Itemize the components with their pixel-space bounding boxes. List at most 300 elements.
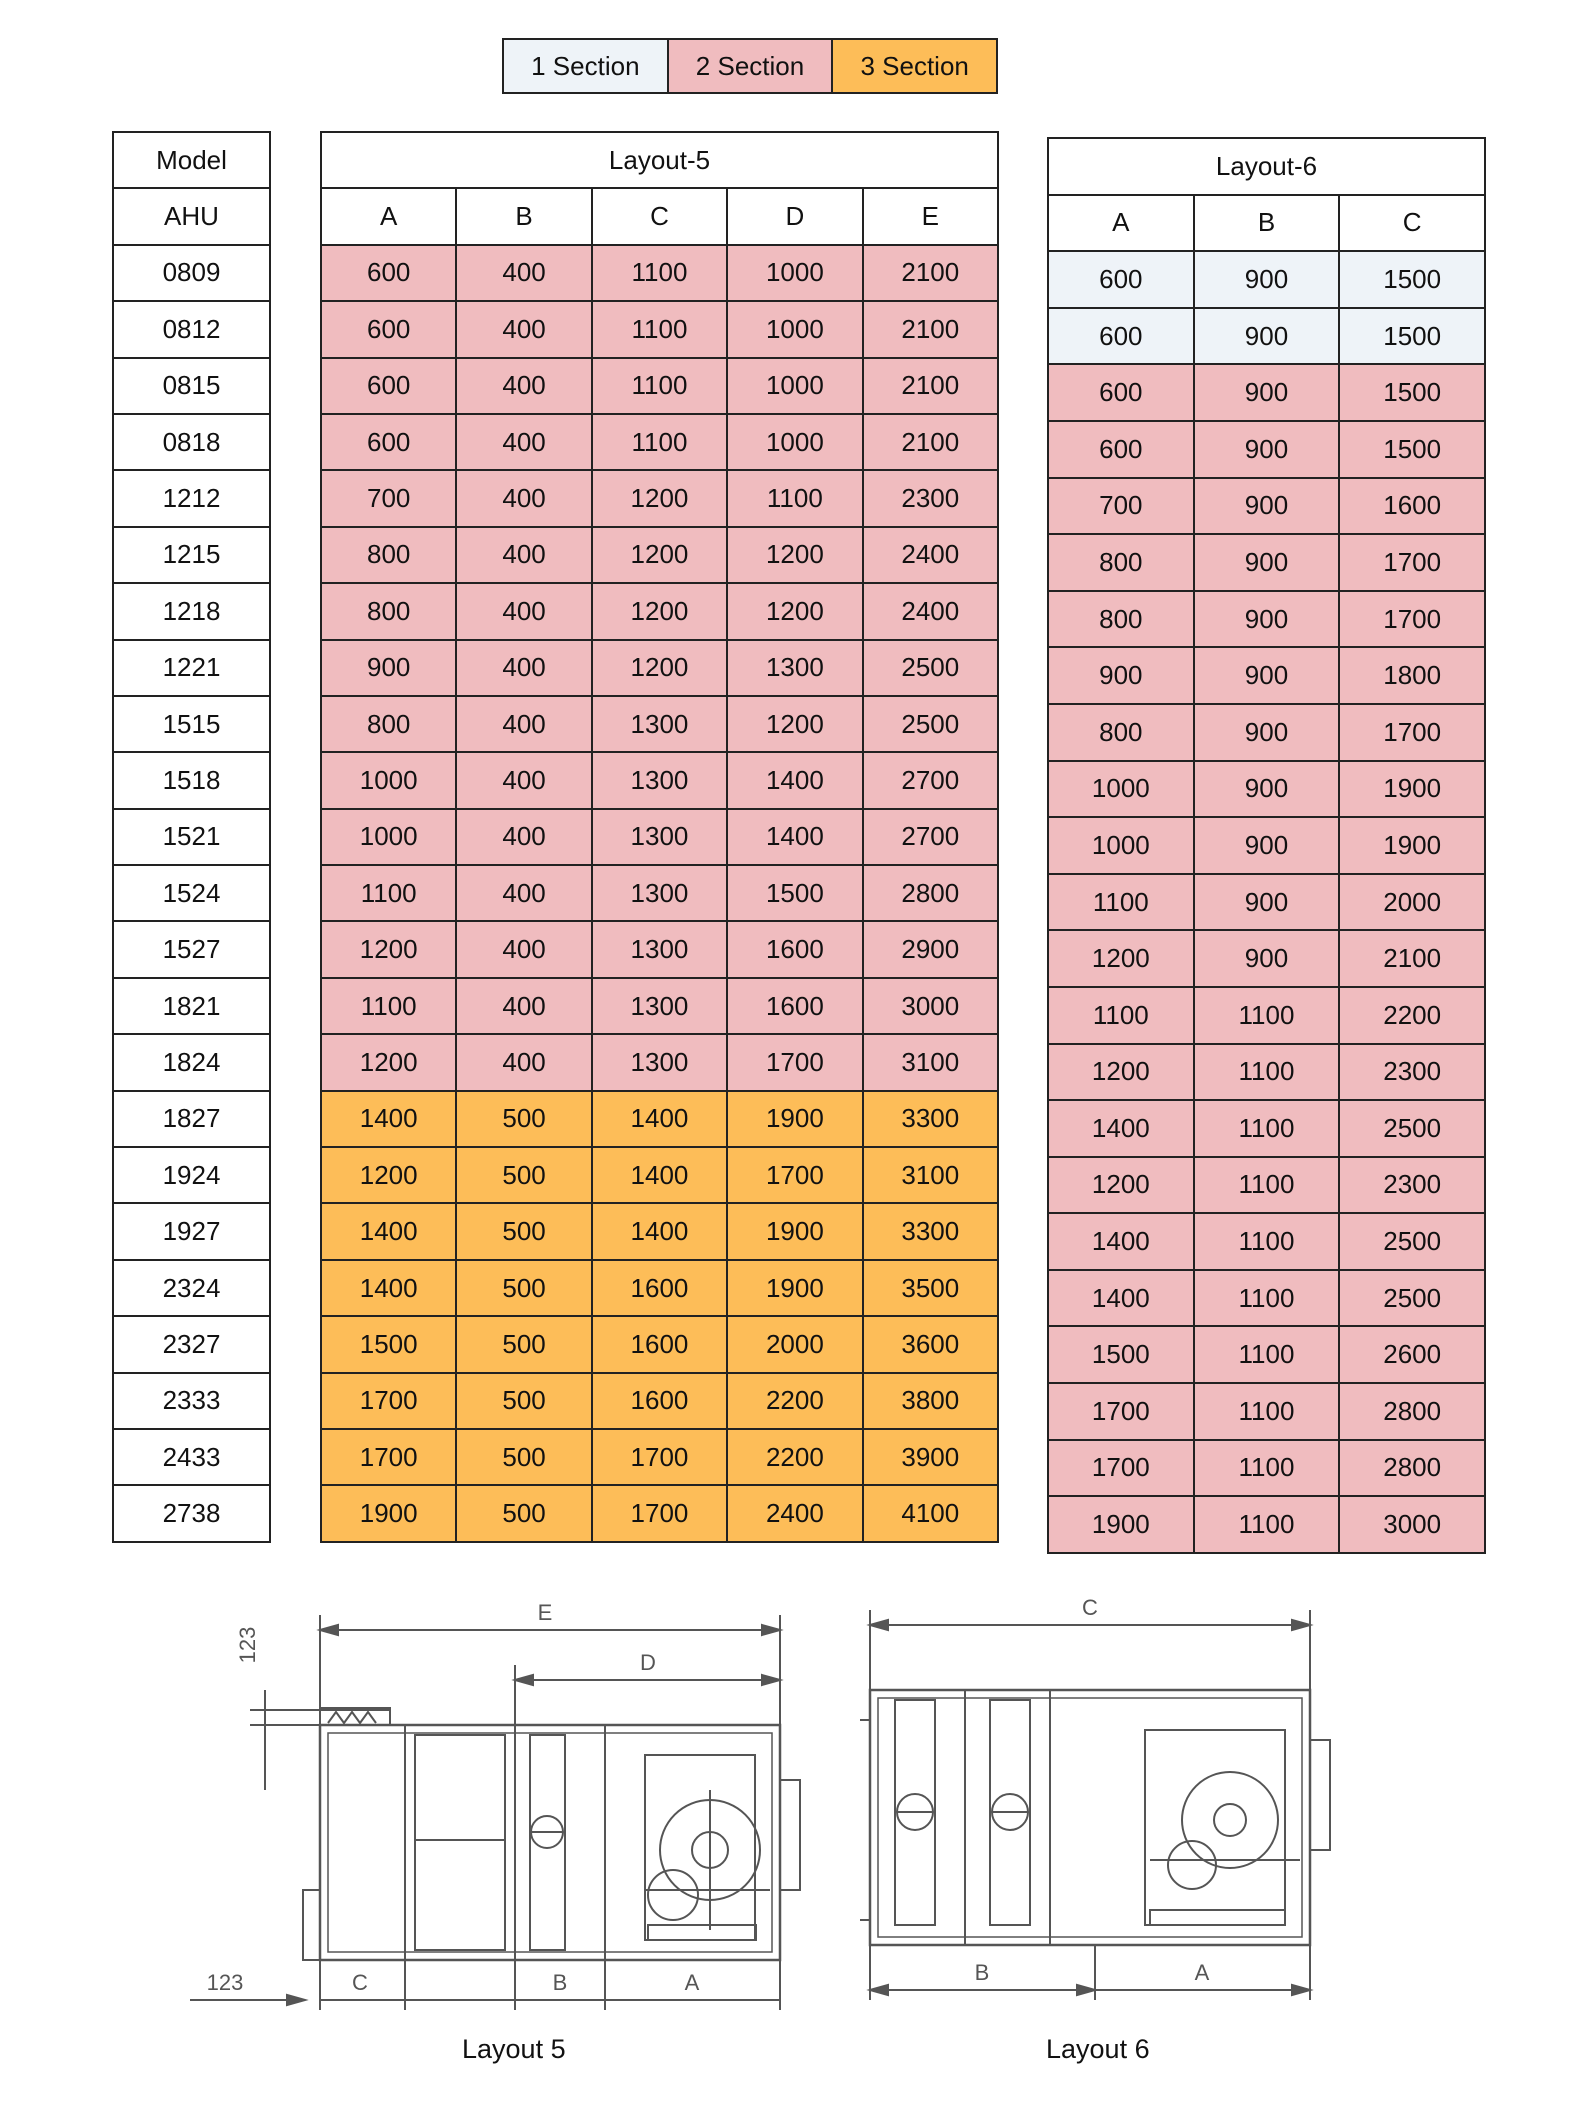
table-cell: 600 [321, 358, 456, 414]
table-row [113, 245, 270, 301]
table-cell: 1000 [1048, 817, 1194, 874]
table-row [1048, 1044, 1485, 1101]
table-row [321, 527, 998, 583]
table-cell: 1200 [321, 1147, 456, 1203]
table-cell: 2300 [1339, 1157, 1485, 1214]
table-cell: 600 [321, 245, 456, 301]
dim-label-e: E [537, 1600, 553, 1625]
table-cell: 400 [456, 809, 591, 865]
table-cell: 900 [1194, 874, 1340, 931]
table-row [1048, 421, 1485, 478]
table-cell: 900 [1194, 930, 1340, 987]
table-cell: 1300 [592, 921, 727, 977]
table-cell: 1100 [727, 470, 862, 526]
model-cell: 1212 [113, 470, 270, 526]
table-cell: 800 [321, 583, 456, 639]
column-header: C [592, 188, 727, 244]
table-cell: 1000 [727, 414, 862, 470]
table-row [1048, 364, 1485, 421]
table-row [1048, 308, 1485, 365]
table-cell: 1100 [321, 865, 456, 921]
dim-label-a: A [1194, 1960, 1210, 1985]
table-cell: 1000 [321, 752, 456, 808]
table-cell: 900 [321, 640, 456, 696]
table-row [1048, 704, 1485, 761]
table-cell: 2900 [863, 921, 998, 977]
table-cell: 2500 [1339, 1213, 1485, 1270]
table-cell: 2500 [863, 696, 998, 752]
table-cell: 400 [456, 865, 591, 921]
table-cell: 500 [456, 1147, 591, 1203]
table-cell: 400 [456, 752, 591, 808]
table-cell: 3000 [1339, 1496, 1485, 1553]
table-cell: 1200 [1048, 930, 1194, 987]
layout6-title: Layout-6 [1048, 138, 1485, 195]
table-row [113, 921, 270, 977]
table-cell: 800 [1048, 591, 1194, 648]
model-cell: 0812 [113, 301, 270, 357]
table-row [113, 752, 270, 808]
table-cell: 2500 [863, 640, 998, 696]
model-cell: 2324 [113, 1260, 270, 1316]
table-cell: 1100 [592, 358, 727, 414]
table-row [113, 865, 270, 921]
layout6-table [1047, 137, 1486, 1554]
table-cell: 1200 [592, 640, 727, 696]
table-cell: 2800 [1339, 1440, 1485, 1497]
table-cell: 500 [456, 1316, 591, 1372]
column-header: D [727, 188, 862, 244]
model-cell: 1527 [113, 921, 270, 977]
model-cell: 0809 [113, 245, 270, 301]
table-cell: 1700 [1339, 704, 1485, 761]
model-cell: 1827 [113, 1091, 270, 1147]
table-row [1048, 647, 1485, 704]
table-row [113, 809, 270, 865]
table-cell: 700 [321, 470, 456, 526]
table-cell: 1100 [1194, 1383, 1340, 1440]
table-cell: 2800 [863, 865, 998, 921]
table-row [321, 696, 998, 752]
table-cell: 2400 [727, 1485, 862, 1541]
layout5-caption: Layout 5 [462, 2034, 566, 2064]
table-cell: 1500 [1339, 421, 1485, 478]
table-cell: 1100 [1048, 874, 1194, 931]
table-cell: 2500 [1339, 1100, 1485, 1157]
table-cell: 1700 [592, 1485, 727, 1541]
table-row [1048, 1440, 1485, 1497]
table-cell: 1100 [1194, 1496, 1340, 1553]
table-cell: 1300 [592, 752, 727, 808]
table-row [1048, 987, 1485, 1044]
table-cell: 500 [456, 1260, 591, 1316]
table-cell: 3300 [863, 1203, 998, 1259]
table-cell: 1400 [321, 1260, 456, 1316]
table-cell: 800 [321, 527, 456, 583]
table-cell: 1300 [592, 865, 727, 921]
table-cell: 4100 [863, 1485, 998, 1541]
table-cell: 400 [456, 470, 591, 526]
table-row [113, 640, 270, 696]
legend-1-section: 1 Section [504, 40, 669, 92]
table-cell: 600 [321, 301, 456, 357]
table-cell: 900 [1194, 704, 1340, 761]
table-cell: 400 [456, 921, 591, 977]
layout6-drawing [860, 1590, 1340, 2020]
table-row [113, 1429, 270, 1485]
table-cell: 3900 [863, 1429, 998, 1485]
table-cell: 900 [1194, 591, 1340, 648]
column-header: C [1339, 195, 1485, 252]
table-cell: 400 [456, 1034, 591, 1090]
table-row [321, 1316, 998, 1372]
table-cell: 1100 [1194, 1044, 1340, 1101]
model-cell: 1515 [113, 696, 270, 752]
table-cell: 3600 [863, 1316, 998, 1372]
table-cell: 2400 [863, 583, 998, 639]
table-cell: 1400 [321, 1091, 456, 1147]
table-cell: 2300 [863, 470, 998, 526]
table-cell: 500 [456, 1429, 591, 1485]
table-row [321, 1091, 998, 1147]
table-cell: 3300 [863, 1091, 998, 1147]
table-cell: 900 [1194, 364, 1340, 421]
table-cell: 400 [456, 358, 591, 414]
table-cell: 1200 [592, 470, 727, 526]
table-row [321, 583, 998, 639]
table-cell: 1200 [592, 527, 727, 583]
table-cell: 1700 [1048, 1440, 1194, 1497]
table-cell: 1700 [727, 1147, 862, 1203]
table-cell: 1200 [321, 1034, 456, 1090]
dim-label-b: B [552, 1970, 568, 1995]
table-row [113, 1091, 270, 1147]
table-cell: 1600 [727, 978, 862, 1034]
model-header: Model [113, 132, 270, 188]
table-cell: 1100 [592, 414, 727, 470]
table-row [113, 1316, 270, 1372]
table-row [113, 1147, 270, 1203]
table-cell: 1200 [727, 583, 862, 639]
table-row [321, 1203, 998, 1259]
table-row [1048, 761, 1485, 818]
table-row [113, 301, 270, 357]
table-row [1048, 1326, 1485, 1383]
table-cell: 1400 [1048, 1213, 1194, 1270]
table-cell: 3500 [863, 1260, 998, 1316]
model-cell: 1524 [113, 865, 270, 921]
table-cell: 2800 [1339, 1383, 1485, 1440]
table-cell: 1100 [592, 245, 727, 301]
table-cell: 1100 [321, 978, 456, 1034]
table-cell: 1100 [1194, 1440, 1340, 1497]
table-cell: 500 [456, 1485, 591, 1541]
table-row [321, 358, 998, 414]
table-row [1048, 1496, 1485, 1553]
table-cell: 1400 [592, 1147, 727, 1203]
table-cell: 1900 [1339, 817, 1485, 874]
table-cell: 1400 [1048, 1270, 1194, 1327]
table-row [321, 921, 998, 977]
table-cell: 2500 [1339, 1270, 1485, 1327]
table-cell: 900 [1194, 761, 1340, 818]
table-cell: 2100 [1339, 930, 1485, 987]
table-cell: 1100 [1194, 1157, 1340, 1214]
table-cell: 900 [1194, 421, 1340, 478]
model-cell: 1521 [113, 809, 270, 865]
model-cell: 2738 [113, 1485, 270, 1541]
table-cell: 900 [1194, 251, 1340, 308]
table-row [1048, 1213, 1485, 1270]
dim-label-b: B [974, 1960, 990, 1985]
table-cell: 1000 [727, 301, 862, 357]
table-row [321, 1485, 998, 1541]
table-cell: 1400 [727, 809, 862, 865]
table-cell: 1100 [1194, 987, 1340, 1044]
table-row [113, 470, 270, 526]
table-row [113, 527, 270, 583]
table-cell: 400 [456, 696, 591, 752]
table-cell: 600 [1048, 421, 1194, 478]
table-cell: 1700 [1339, 534, 1485, 591]
table-row [1048, 534, 1485, 591]
table-cell: 1300 [727, 640, 862, 696]
table-cell: 400 [456, 527, 591, 583]
table-cell: 600 [321, 414, 456, 470]
table-cell: 2200 [727, 1373, 862, 1429]
model-cell: 2327 [113, 1316, 270, 1372]
table-row [1048, 591, 1485, 648]
table-cell: 1400 [1048, 1100, 1194, 1157]
dim-label-c: C [1082, 1595, 1098, 1620]
column-header: A [321, 188, 456, 244]
table-row [321, 752, 998, 808]
table-cell: 400 [456, 414, 591, 470]
model-cell: 0818 [113, 414, 270, 470]
table-row [113, 978, 270, 1034]
layout5-drawing [170, 1590, 820, 2020]
table-row [1048, 1383, 1485, 1440]
table-cell: 400 [456, 301, 591, 357]
table-cell: 1200 [1048, 1044, 1194, 1101]
table-cell: 2700 [863, 752, 998, 808]
table-cell: 1600 [592, 1373, 727, 1429]
ahu-header: AHU [113, 188, 270, 244]
model-cell: 2433 [113, 1429, 270, 1485]
table-row [113, 583, 270, 639]
table-cell: 1000 [727, 245, 862, 301]
table-cell: 1500 [1339, 364, 1485, 421]
table-cell: 1400 [727, 752, 862, 808]
table-row [1048, 1270, 1485, 1327]
model-table [112, 131, 271, 1543]
table-cell: 1700 [592, 1429, 727, 1485]
table-cell: 1900 [727, 1203, 862, 1259]
table-cell: 900 [1194, 478, 1340, 535]
table-row [321, 301, 998, 357]
table-cell: 400 [456, 245, 591, 301]
table-cell: 1700 [1048, 1383, 1194, 1440]
table-cell: 600 [1048, 364, 1194, 421]
table-row [321, 865, 998, 921]
table-cell: 3800 [863, 1373, 998, 1429]
model-cell: 1924 [113, 1147, 270, 1203]
table-row [113, 1260, 270, 1316]
table-row [321, 978, 998, 1034]
table-cell: 1800 [1339, 647, 1485, 704]
table-row [113, 358, 270, 414]
table-cell: 1500 [1339, 308, 1485, 365]
dim-label-bottom-offset: 123 [206, 1970, 244, 1995]
table-row [1048, 874, 1485, 931]
model-cell: 1927 [113, 1203, 270, 1259]
dim-label-d: D [640, 1650, 656, 1675]
table-cell: 2300 [1339, 1044, 1485, 1101]
layout5-table [320, 131, 999, 1543]
table-cell: 1100 [1194, 1270, 1340, 1327]
table-cell: 800 [321, 696, 456, 752]
model-cell: 1215 [113, 527, 270, 583]
table-cell: 1600 [727, 921, 862, 977]
legend-2-section: 2 Section [669, 40, 834, 92]
table-cell: 800 [1048, 534, 1194, 591]
table-cell: 1700 [321, 1429, 456, 1485]
table-cell: 2700 [863, 809, 998, 865]
table-cell: 900 [1194, 647, 1340, 704]
table-cell: 1700 [727, 1034, 862, 1090]
table-cell: 500 [456, 1091, 591, 1147]
table-cell: 500 [456, 1203, 591, 1259]
column-header: B [456, 188, 591, 244]
table-row [321, 1034, 998, 1090]
table-row [1048, 1100, 1485, 1157]
table-cell: 1300 [592, 978, 727, 1034]
table-row [113, 1203, 270, 1259]
table-cell: 400 [456, 583, 591, 639]
table-cell: 1500 [1339, 251, 1485, 308]
table-cell: 2200 [727, 1429, 862, 1485]
table-row [321, 809, 998, 865]
table-cell: 1200 [727, 527, 862, 583]
model-cell: 1518 [113, 752, 270, 808]
model-cell: 1824 [113, 1034, 270, 1090]
table-cell: 2200 [1339, 987, 1485, 1044]
table-cell: 1700 [321, 1373, 456, 1429]
table-cell: 1200 [321, 921, 456, 977]
table-row [321, 1147, 998, 1203]
legend-3-section: 3 Section [833, 40, 996, 92]
table-cell: 1500 [1048, 1326, 1194, 1383]
table-cell: 1200 [727, 696, 862, 752]
table-row [1048, 817, 1485, 874]
table-row [321, 1260, 998, 1316]
table-cell: 400 [456, 978, 591, 1034]
table-cell: 1500 [321, 1316, 456, 1372]
table-cell: 1600 [592, 1316, 727, 1372]
table-cell: 1000 [321, 809, 456, 865]
column-header: E [863, 188, 998, 244]
table-cell: 1900 [1339, 761, 1485, 818]
table-cell: 1100 [1194, 1100, 1340, 1157]
dim-label-a: A [684, 1970, 700, 1995]
table-cell: 2000 [727, 1316, 862, 1372]
section-legend [502, 38, 998, 94]
table-cell: 700 [1048, 478, 1194, 535]
table-cell: 1200 [592, 583, 727, 639]
table-cell: 900 [1194, 534, 1340, 591]
column-header: B [1194, 195, 1340, 252]
table-cell: 2100 [863, 301, 998, 357]
table-cell: 1700 [1339, 591, 1485, 648]
table-cell: 1500 [727, 865, 862, 921]
table-cell: 1400 [592, 1203, 727, 1259]
model-cell: 1218 [113, 583, 270, 639]
table-cell: 1100 [1194, 1213, 1340, 1270]
table-cell: 1000 [1048, 761, 1194, 818]
table-row [113, 414, 270, 470]
table-cell: 800 [1048, 704, 1194, 761]
table-cell: 600 [1048, 308, 1194, 365]
table-cell: 1400 [592, 1091, 727, 1147]
table-row [113, 1485, 270, 1541]
table-row [1048, 478, 1485, 535]
table-row [113, 696, 270, 752]
table-cell: 1000 [727, 358, 862, 414]
table-cell: 1900 [727, 1091, 862, 1147]
table-cell: 400 [456, 640, 591, 696]
table-cell: 900 [1194, 817, 1340, 874]
table-row [321, 1373, 998, 1429]
table-cell: 500 [456, 1373, 591, 1429]
table-cell: 1400 [321, 1203, 456, 1259]
table-cell: 900 [1048, 647, 1194, 704]
table-cell: 1300 [592, 696, 727, 752]
dim-label-c: C [352, 1970, 368, 1995]
table-cell: 1100 [1194, 1326, 1340, 1383]
table-cell: 1200 [1048, 1157, 1194, 1214]
table-cell: 1900 [321, 1485, 456, 1541]
model-cell: 2333 [113, 1373, 270, 1429]
column-header: A [1048, 195, 1194, 252]
layout5-title: Layout-5 [321, 132, 998, 188]
table-cell: 1100 [592, 301, 727, 357]
table-cell: 2100 [863, 358, 998, 414]
layout6-caption: Layout 6 [1046, 2034, 1150, 2064]
table-row [321, 470, 998, 526]
table-cell: 1600 [592, 1260, 727, 1316]
table-row [1048, 1157, 1485, 1214]
table-row [1048, 930, 1485, 987]
table-cell: 1300 [592, 809, 727, 865]
table-cell: 1900 [1048, 1496, 1194, 1553]
table-row [321, 245, 998, 301]
table-row [113, 1034, 270, 1090]
model-cell: 1821 [113, 978, 270, 1034]
table-cell: 900 [1194, 308, 1340, 365]
table-cell: 3100 [863, 1147, 998, 1203]
table-cell: 3100 [863, 1034, 998, 1090]
model-cell: 0815 [113, 358, 270, 414]
dim-label-top-offset: 123 [235, 1626, 260, 1664]
table-row [321, 414, 998, 470]
table-cell: 1100 [1048, 987, 1194, 1044]
table-row [113, 1373, 270, 1429]
table-cell: 2600 [1339, 1326, 1485, 1383]
table-cell: 1600 [1339, 478, 1485, 535]
table-cell: 1900 [727, 1260, 862, 1316]
model-cell: 1221 [113, 640, 270, 696]
table-row [321, 1429, 998, 1485]
